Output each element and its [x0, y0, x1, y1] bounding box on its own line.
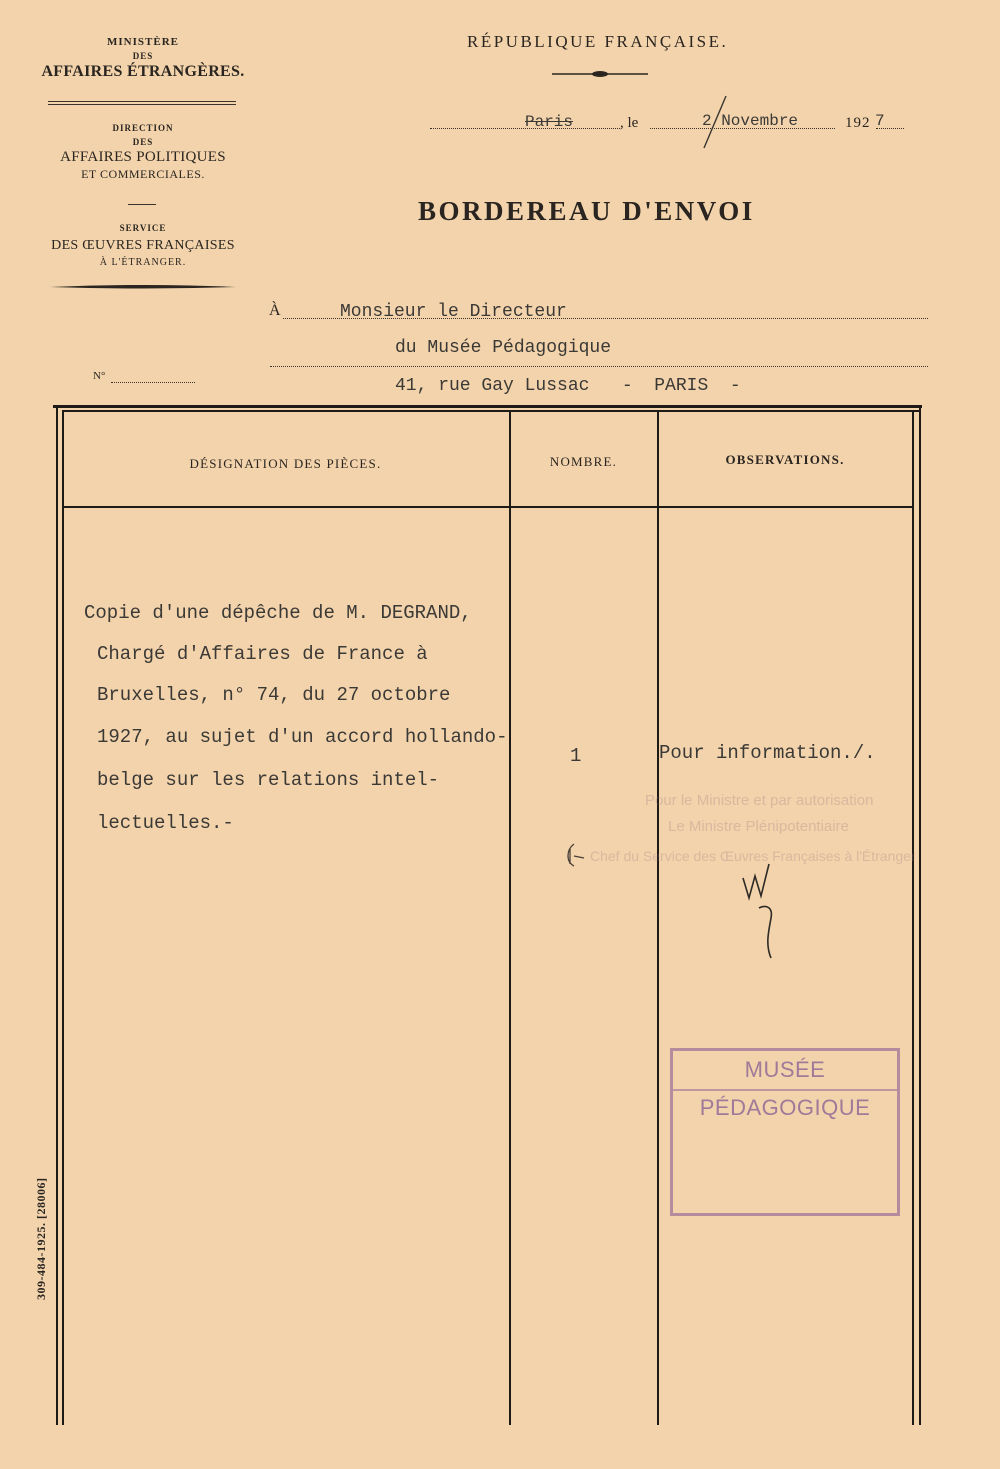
- short-divider: [128, 204, 156, 205]
- ornament-icon: [552, 70, 648, 78]
- republic-heading: RÉPUBLIQUE FRANÇAISE.: [467, 32, 729, 51]
- table-border-right: [919, 405, 921, 1425]
- designation-line: lectuelles.-: [97, 812, 234, 834]
- table-header-divider: [64, 506, 913, 508]
- signature-icon: [735, 858, 785, 968]
- table-col-divider-2: [657, 412, 659, 1425]
- table-col-divider-1: [509, 412, 511, 1425]
- date-year-line: [876, 128, 904, 129]
- recipient-name: Monsieur le Directeur: [340, 302, 567, 322]
- designation-line: Copie d'une dépêche de M. DEGRAND,: [84, 602, 472, 624]
- date-day-month: 2 Novembre: [702, 112, 799, 130]
- table-border-left-inner: [62, 412, 64, 1425]
- recipient-a-label: À: [269, 302, 281, 319]
- museum-stamp: [670, 1048, 900, 1216]
- ministry-header: [40, 36, 246, 81]
- observation-text: Pour information./.: [659, 742, 876, 764]
- recipient-institution: du Musée Pédagogique: [395, 338, 612, 358]
- service-label: SERVICE: [119, 223, 167, 233]
- header-divider: [48, 101, 236, 102]
- recipient-address: 41, rue Gay Lussac - PARIS -: [395, 376, 741, 396]
- ministry-label: MINISTÈRE: [107, 36, 179, 48]
- direction-header: [40, 123, 246, 182]
- nombre-value: 1: [570, 745, 582, 767]
- date-year-suffix: 7: [875, 112, 885, 130]
- date-le: , le: [620, 115, 639, 131]
- direction-sub: ET COMMERCIALES.: [81, 167, 205, 181]
- header-nombre: NOMBRE.: [549, 454, 618, 469]
- header-observations: OBSERVATIONS.: [725, 452, 845, 467]
- museum-stamp-text: MUSÉE PÉDAGOGIQUE: [673, 1051, 897, 1091]
- recipient-line-2: [270, 366, 928, 367]
- faint-stamp-line-1: Pour le Ministre et par autorisation: [645, 792, 874, 809]
- table-border-right-inner: [912, 412, 914, 1425]
- service-header: [40, 223, 246, 268]
- designation-line: Chargé d'Affaires de France à: [97, 643, 428, 665]
- ministry-des: DES: [132, 51, 154, 61]
- items-table: [53, 405, 922, 1428]
- number-label: N°: [93, 370, 106, 382]
- handwritten-slash-icon: [696, 92, 736, 152]
- service-sub: À L'ÉTRANGER.: [99, 257, 187, 268]
- direction-des: DES: [132, 137, 154, 147]
- designation-line: Bruxelles, n° 74, du 27 octobre: [97, 684, 451, 706]
- faint-stamp-line-2: Le Ministre Plénipotentiaire: [668, 818, 849, 835]
- table-border-left: [56, 405, 58, 1425]
- designation-line: belge sur les relations intel-: [97, 769, 440, 791]
- direction-name: AFFAIRES POLITIQUES: [60, 149, 226, 165]
- printer-reference: 309-484-1925. [28006]: [34, 1177, 48, 1300]
- designation-line: 1927, au sujet d'un accord hollando-: [97, 726, 508, 748]
- service-name: DES ŒUVRES FRANÇAISES: [51, 238, 235, 253]
- ministry-name: AFFAIRES ÉTRANGÈRES.: [41, 63, 245, 80]
- date-city: Paris: [525, 113, 574, 131]
- date-year-prefix: 192: [845, 115, 871, 131]
- document-title: BORDEREAU D'ENVOI: [418, 196, 755, 226]
- direction-label: DIRECTION: [112, 123, 174, 133]
- table-top-inner: [62, 410, 921, 412]
- header-designation: DÉSIGNATION DES PIÈCES.: [189, 456, 382, 471]
- header-divider: [48, 104, 236, 105]
- ornament-rule: [48, 282, 238, 292]
- number-line: [111, 382, 195, 383]
- handwritten-mark-icon: [560, 840, 590, 870]
- faint-stamp-line-3: Chef du Service des Œuvres Françaises à l'Étranger: [590, 848, 916, 864]
